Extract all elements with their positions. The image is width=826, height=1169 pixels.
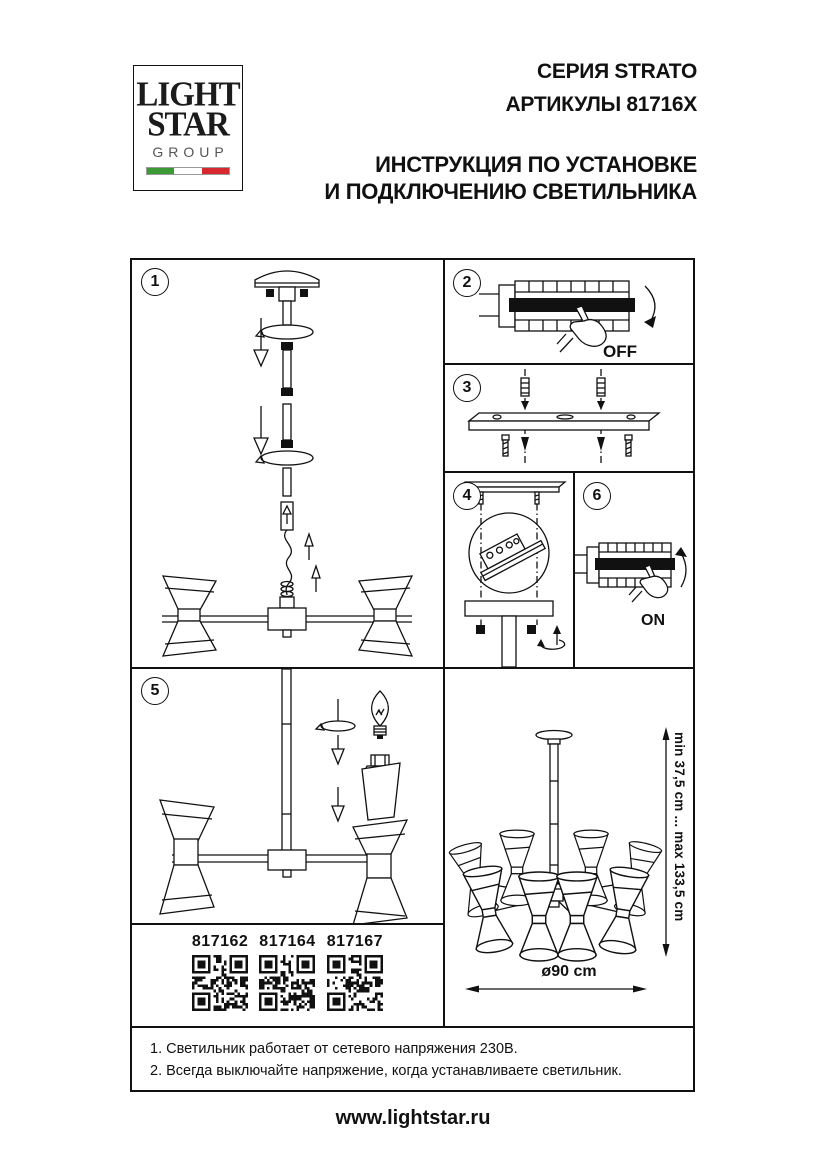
step2-breaker-off-diagram [445, 260, 693, 363]
italian-flag-icon [146, 167, 230, 175]
step-number-badge: 2 [453, 269, 481, 297]
flag-green-segment [147, 168, 174, 174]
note-line: 1. Светильник работает от сетевого напряжения 230В. [150, 1041, 518, 1057]
header [324, 56, 697, 206]
article-number: 817162 [191, 933, 249, 950]
logo-word-star: STAR [147, 106, 229, 145]
articles-title: АРТИКУЛЫ 81716X [505, 92, 697, 116]
diagram-grid [130, 258, 695, 1092]
diameter-dimension-label: ø90 cm [541, 963, 597, 980]
logo-word-group: GROUP [152, 143, 229, 160]
candle-bulb-icon [372, 691, 389, 739]
instruction-title [324, 151, 697, 206]
qr-code [192, 955, 248, 1011]
circuit-breaker-icon [479, 281, 635, 331]
flag-red-segment [202, 168, 229, 174]
terminal-block-icon [473, 526, 545, 581]
article-number: 817164 [259, 933, 316, 950]
step-number-badge: 4 [453, 482, 481, 510]
diameter-dimension-line [465, 986, 647, 993]
height-dimension-label: min 37,5 cm ... max 133,5 cm [672, 732, 687, 922]
article-number: 817167 [326, 933, 384, 950]
qr-panel [132, 925, 443, 1026]
website-url: www.lightstar.ru [335, 1107, 491, 1129]
rotate-icon [537, 625, 565, 649]
step-number-badge: 3 [453, 374, 481, 402]
step1-assembly-diagram [132, 260, 443, 667]
lamp-shade [362, 763, 400, 820]
lightstar-logo [133, 65, 243, 191]
qr-item [259, 933, 315, 1026]
series-title: СЕРИЯ STRATO [537, 60, 697, 83]
step-3-panel [445, 365, 693, 471]
qr-code [327, 955, 383, 1011]
rotate-down-arrow-icon [644, 286, 656, 328]
notes-section [132, 1028, 693, 1090]
step-number-badge: 1 [141, 268, 169, 296]
step-number-badge: 6 [583, 482, 611, 510]
step-6-panel [575, 473, 693, 667]
instruction-title-line1: ИНСТРУКЦИЯ ПО УСТАНОВКЕ [375, 152, 697, 178]
step-1-panel [132, 260, 443, 667]
on-label: ON [641, 612, 665, 629]
step-number-badge: 5 [141, 677, 169, 705]
off-label: OFF [603, 342, 637, 361]
step5-bulb-shade-diagram [132, 669, 443, 923]
logo-word-light: LIGHT [136, 76, 240, 114]
step-2-panel [445, 260, 693, 363]
qr-item [192, 933, 248, 1026]
note-line: 2. Всегда выключайте напряжение, когда устанавливаете светильник. [150, 1062, 622, 1079]
flag-white-segment [174, 168, 201, 174]
qr-code [259, 955, 315, 1011]
qr-item [327, 933, 383, 1026]
instruction-title-line2: И ПОДКЛЮЧЕНИЮ СВЕТИЛЬНИКА [324, 179, 697, 205]
step-5-panel [132, 669, 443, 923]
rotate-up-arrow-icon [675, 547, 687, 587]
step-4-panel [445, 473, 573, 667]
height-dimension-line [663, 727, 670, 957]
step3-bracket-diagram [445, 365, 693, 471]
